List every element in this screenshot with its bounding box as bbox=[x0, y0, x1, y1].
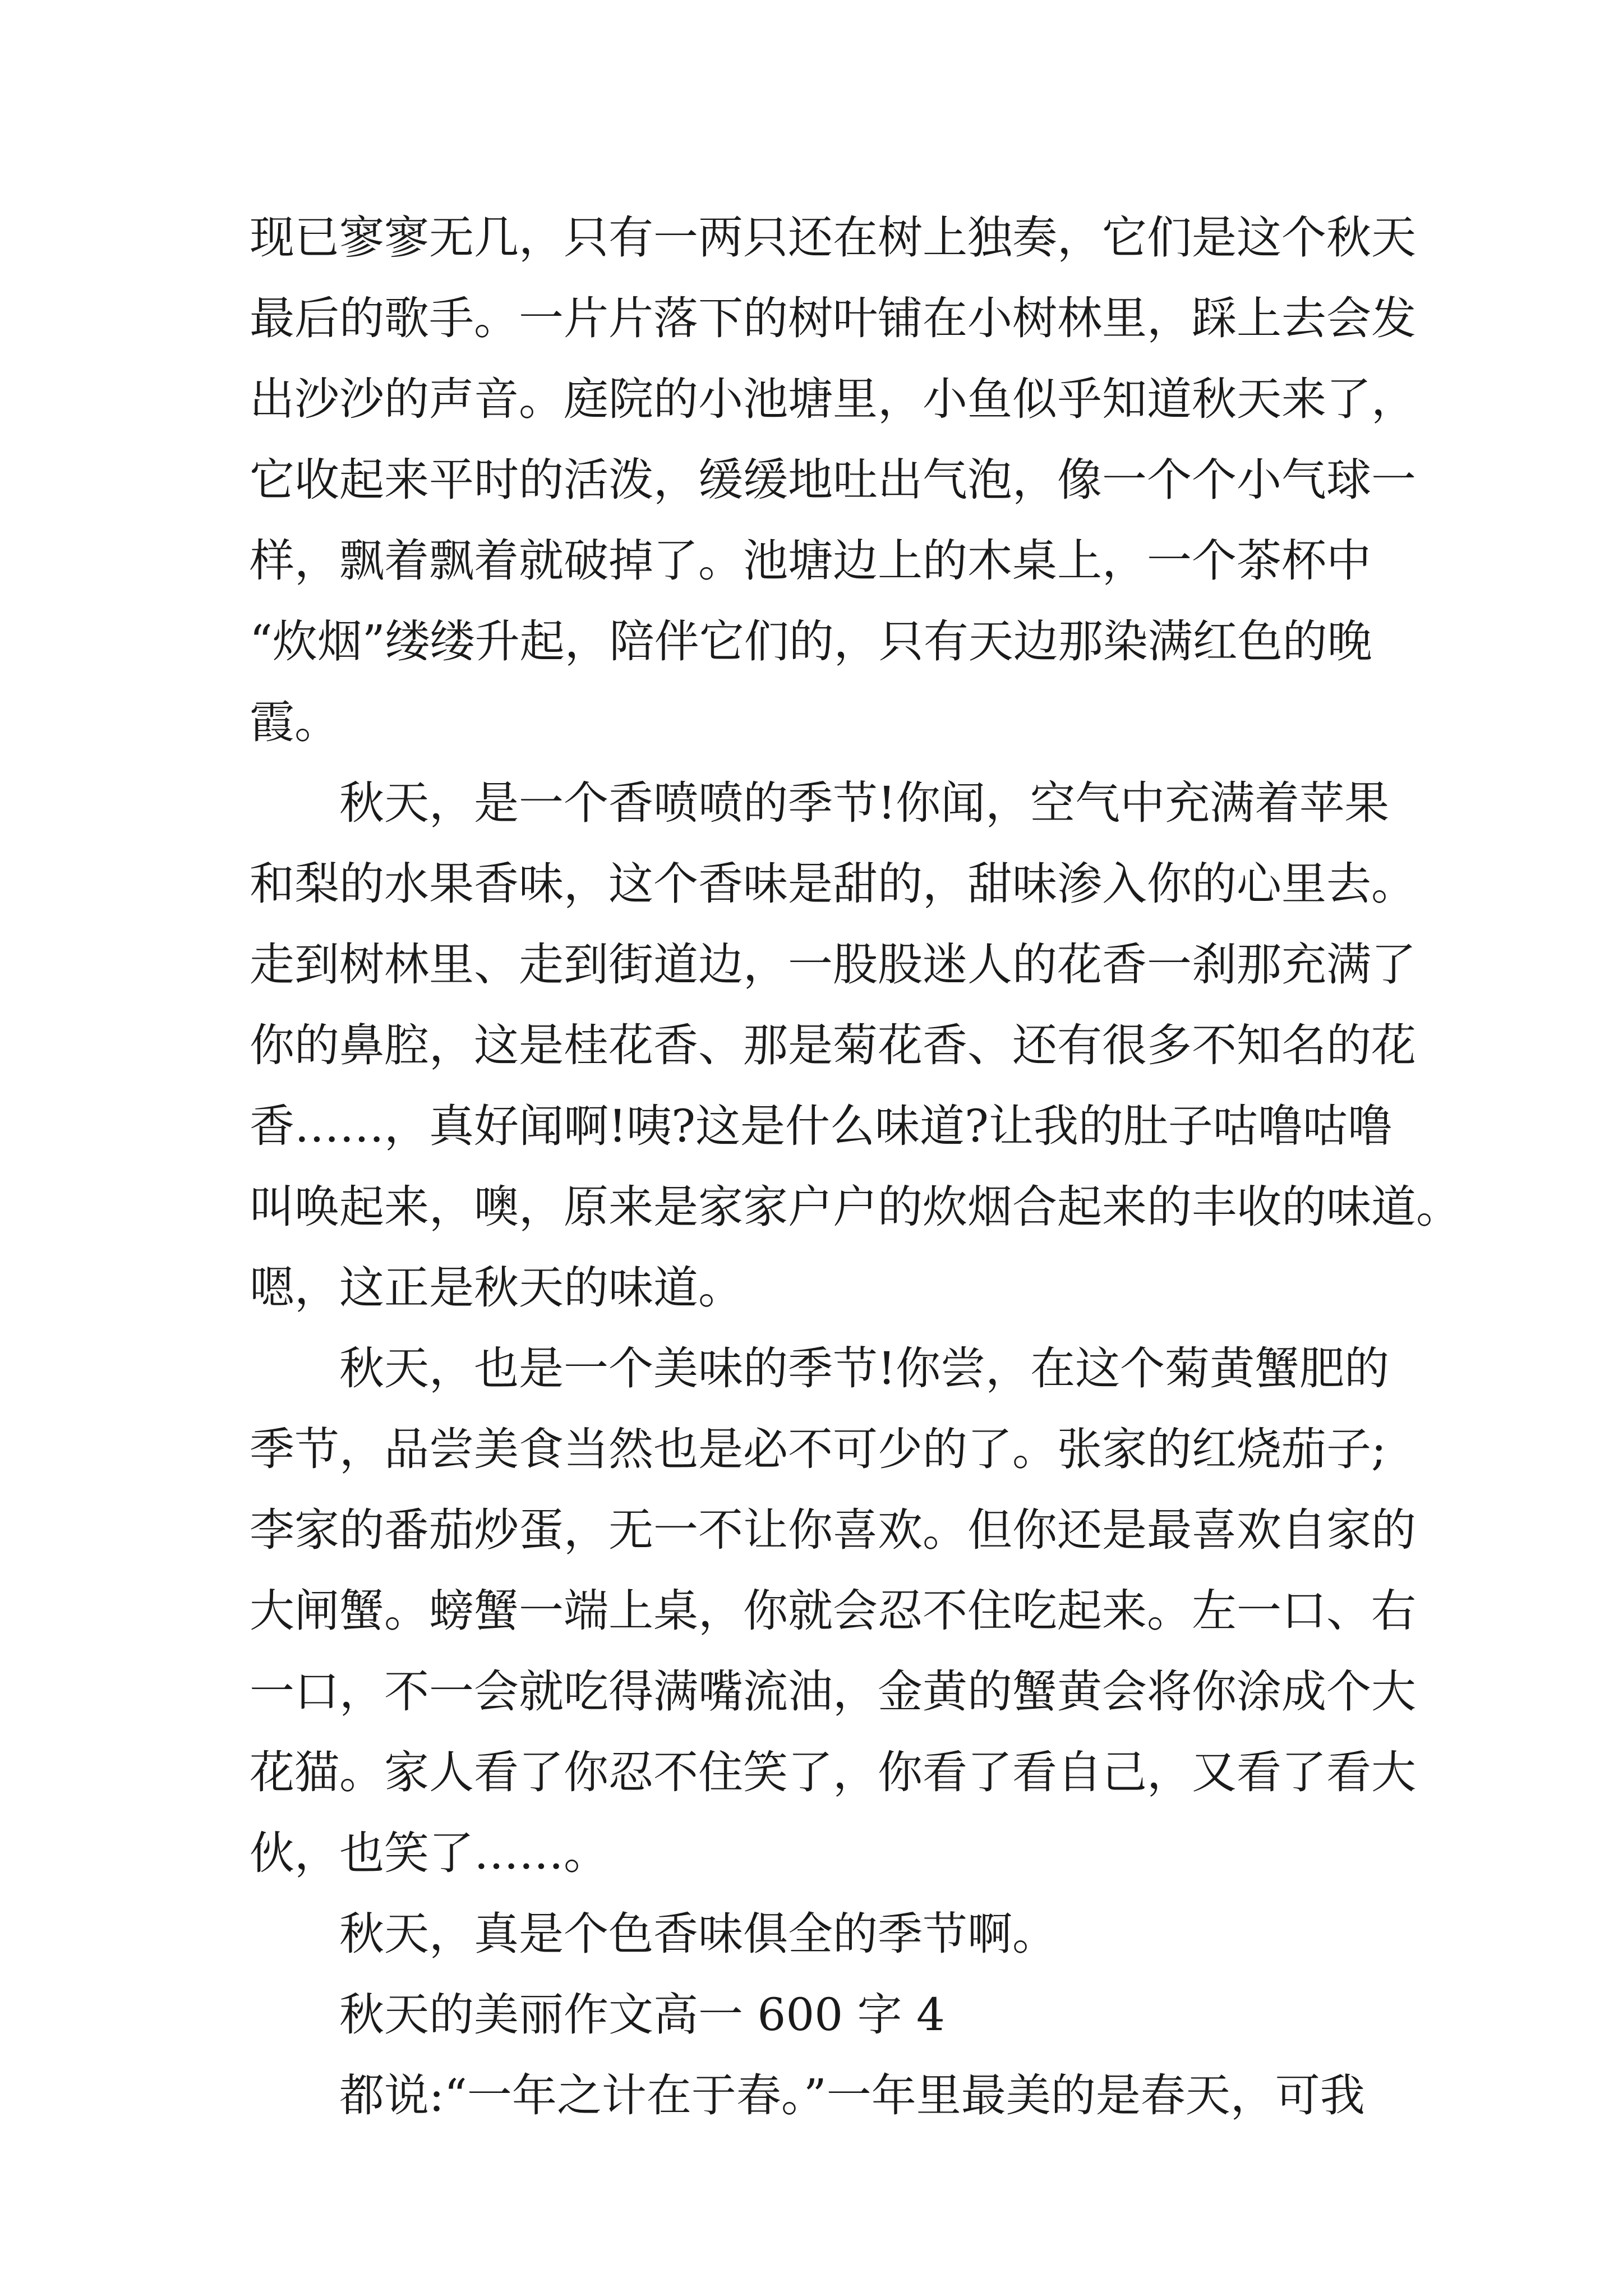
text-line: 秋天，也是一个美味的季节!你尝，在这个菊黄蟹肥的 bbox=[339, 1342, 1390, 1395]
text-line: 秋天的美丽作文高一 600 字 4 bbox=[339, 1989, 945, 2041]
text-line: 和梨的水果香味，这个香味是甜的，甜味渗入你的心里去。 bbox=[250, 858, 1416, 910]
paragraph bbox=[250, 197, 1416, 763]
text-line: 都说:“一年之计在于春。”一年里最美的是春天，可我 bbox=[339, 2069, 1365, 2122]
text-line: 出沙沙的声音。庭院的小池塘里，小鱼似乎知道秋天来了， bbox=[250, 373, 1416, 425]
text-line: 它收起来平时的活泼，缓缓地吐出气泡，像一个个小气球一 bbox=[250, 454, 1416, 506]
text-line: 大闸蟹。螃蟹一端上桌，你就会忍不住吃起来。左一口、右 bbox=[250, 1585, 1416, 1637]
text-line: 花猫。家人看了你忍不住笑了，你看了看自己，又看了看大 bbox=[250, 1746, 1416, 1798]
text-line: 李家的番茄炒蛋，无一不让你喜欢。但你还是最喜欢自家的 bbox=[250, 1504, 1416, 1556]
text-line: 香……，真好闻啊!咦?这是什么味道?让我的肚子咕噜咕噜 bbox=[250, 1100, 1393, 1152]
text-line: 季节，品尝美食当然也是必不可少的了。张家的红烧茄子; bbox=[250, 1423, 1386, 1475]
text-line: 一口，不一会就吃得满嘴流油，金黄的蟹黄会将你涂成个大 bbox=[250, 1665, 1416, 1718]
paragraph bbox=[250, 2055, 1416, 2136]
text-line: 走到树林里、走到街道边，一股股迷人的花香一刹那充满了 bbox=[250, 938, 1416, 991]
text-line: 嗯，这正是秋天的味道。 bbox=[250, 1262, 743, 1314]
paragraph bbox=[250, 1328, 1416, 1894]
text-line: 秋天，真是个色香味俱全的季节啊。 bbox=[339, 1908, 1057, 1960]
paragraph bbox=[250, 763, 1461, 1328]
text-line: 样，飘着飘着就破掉了。池塘边上的木桌上，一个茶杯中 bbox=[250, 535, 1371, 587]
text-line: 现已寥寥无几，只有一两只还在树上独奏，它们是这个秋天 bbox=[250, 211, 1416, 264]
paragraph bbox=[250, 1894, 1416, 1975]
text-line: 霞。 bbox=[250, 696, 339, 748]
document-body bbox=[250, 197, 1461, 2136]
text-line: “炊烟”缕缕升起，陪伴它们的，只有天边那染满红色的晚 bbox=[250, 615, 1372, 668]
text-line: 最后的歌手。一片片落下的树叶铺在小树林里，踩上去会发 bbox=[250, 292, 1416, 344]
text-line: 你的鼻腔，这是桂花香、那是菊花香、还有很多不知名的花 bbox=[250, 1019, 1416, 1071]
paragraph bbox=[250, 1975, 1416, 2055]
text-line: 叫唤起来，噢，原来是家家户户的炊烟合起来的丰收的味道。 bbox=[250, 1181, 1461, 1233]
text-line: 伙，也笑了……。 bbox=[250, 1827, 608, 1879]
text-line: 秋天，是一个香喷喷的季节!你闻，空气中充满着苹果 bbox=[339, 777, 1390, 829]
